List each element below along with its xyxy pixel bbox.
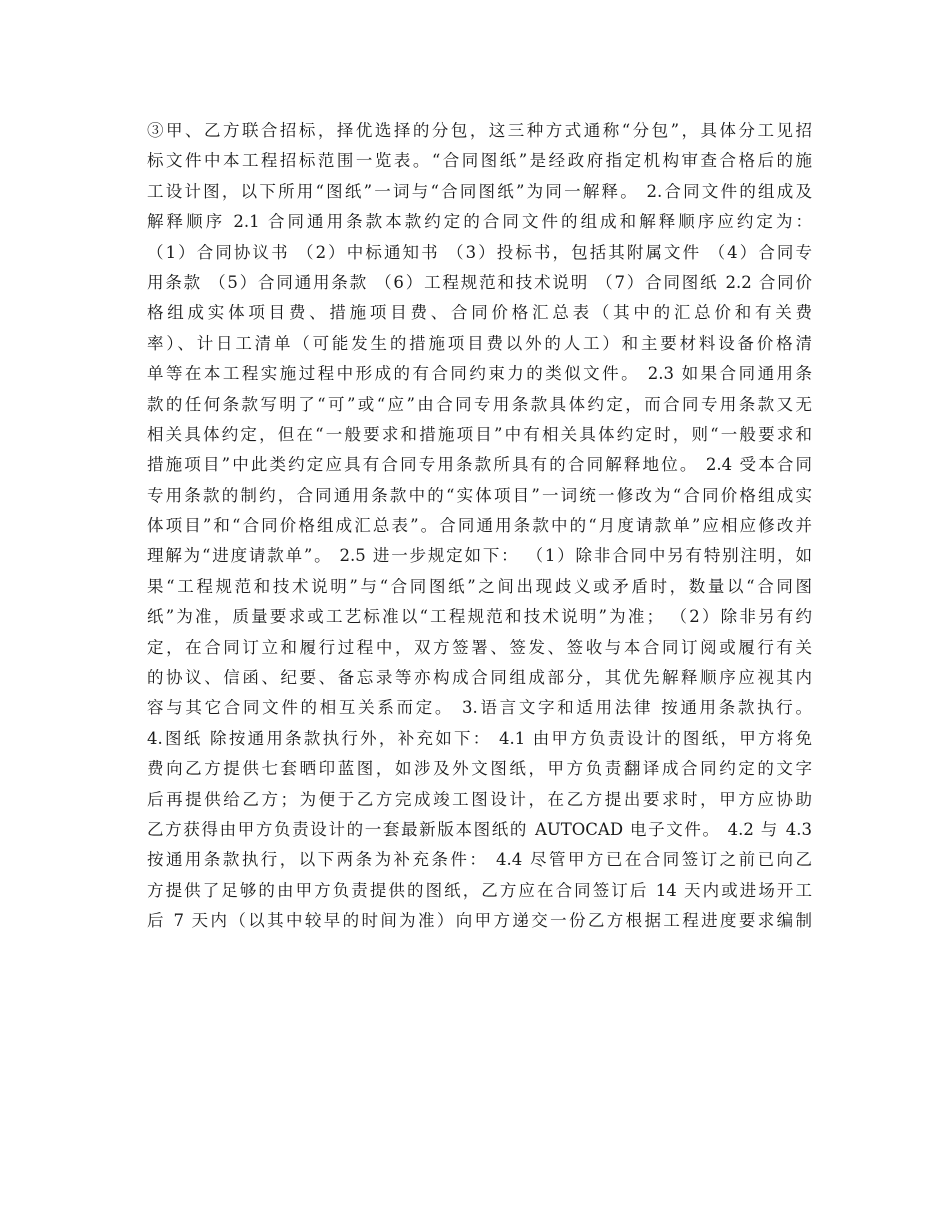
- text-line: 用条款 （5）合同通用条款 （6）工程规范和技术说明 （7）合同图纸 2.2 合同价: [147, 272, 812, 292]
- text-line: 专用条款的制约，合同通用条款中的“实体项目”一词统一修改为“合同价格组成实: [147, 485, 812, 505]
- text-line: 相关具体约定，但在“一般要求和措施项目”中有相关具体约定时，则“一般要求和: [147, 424, 812, 444]
- text-line: ③甲、乙方联合招标，择优选择的分包，这三种方式通称“分包”，具体分工见招: [147, 121, 812, 140]
- text-line: 的协议、信函、纪要、备忘录等亦构成合同组成部分，其优先解释顺序应视其内: [147, 668, 812, 688]
- text-line: 后 7 天内（以其中较早的时间为准）向甲方递交一份乙方根据工程进度要求编制: [147, 911, 812, 931]
- text-line: 4.图纸 除按通用条款执行外，补充如下： 4.1 由甲方负责设计的图纸，甲方将免: [147, 728, 812, 748]
- text-line: 乙方获得由甲方负责设计的一套最新版本图纸的 AUTOCAD 电子文件。 4.2 与 4.3: [147, 819, 812, 839]
- text-line: 方提供了足够的由甲方负责提供的图纸，乙方应在合同签订后 14 天内或进场开工: [147, 880, 812, 900]
- text-line: 体项目”和“合同价格组成汇总表”。合同通用条款中的“月度请款单”应相应修改并: [147, 516, 812, 536]
- text-line: 按通用条款执行，以下两条为补充条件： 4.4 尽管甲方已在合同签订之前已向乙: [147, 850, 812, 870]
- text-line: 工设计图，以下所用“图纸”一词与“合同图纸”为同一解释。 2.合同文件的组成及: [147, 181, 812, 201]
- text-line: 标文件中本工程招标范围一览表。“合同图纸”是经政府指定机构审查合格后的施: [147, 151, 812, 171]
- text-line: （1）合同协议书 （2）中标通知书 （3）投标书，包括其附属文件 （4）合同专: [147, 242, 812, 262]
- text-line: 措施项目”中此类约定应具有合同专用条款所具有的合同解释地位。 2.4 受本合同: [147, 455, 812, 475]
- text-line: 费向乙方提供七套晒印蓝图，如涉及外文图纸，甲方负责翻译成合同约定的文字: [147, 759, 812, 779]
- text-line: 单等在本工程实施过程中形成的有合同约束力的类似文件。 2.3 如果合同通用条: [147, 364, 812, 384]
- text-line: 定，在合同订立和履行过程中，双方签署、签发、签收与本合同订阅或履行有关: [147, 637, 812, 657]
- text-line: 容与其它合同文件的相互关系而定。 3.语言文字和适用法律 按通用条款执行。: [147, 698, 812, 718]
- text-line: 后再提供给乙方；为便于乙方完成竣工图设计，在乙方提出要求时，甲方应协助: [147, 789, 812, 809]
- text-line: 果“工程规范和技术说明”与“合同图纸”之间出现歧义或矛盾时，数量以“合同图: [147, 576, 812, 596]
- text-line: 格组成实体项目费、措施项目费、合同价格汇总表（其中的汇总价和有关费: [147, 303, 812, 323]
- body-text: [147, 116, 812, 937]
- text-line: 解释顺序 2.1 合同通用条款本款约定的合同文件的组成和解释顺序应约定为：: [147, 212, 812, 232]
- text-line: 纸”为准，质量要求或工艺标准以“工程规范和技术说明”为准； （2）除非另有约: [147, 607, 812, 627]
- text-line: 理解为“进度请款单”。 2.5 进一步规定如下： （1）除非合同中另有特别注明，如: [147, 546, 812, 566]
- text-line: 率）、计日工清单（可能发生的措施项目费以外的人工）和主要材料设备价格清: [147, 333, 812, 353]
- text-line: 款的任何条款写明了“可”或“应”由合同专用条款具体约定，而合同专用条款又无: [147, 394, 812, 414]
